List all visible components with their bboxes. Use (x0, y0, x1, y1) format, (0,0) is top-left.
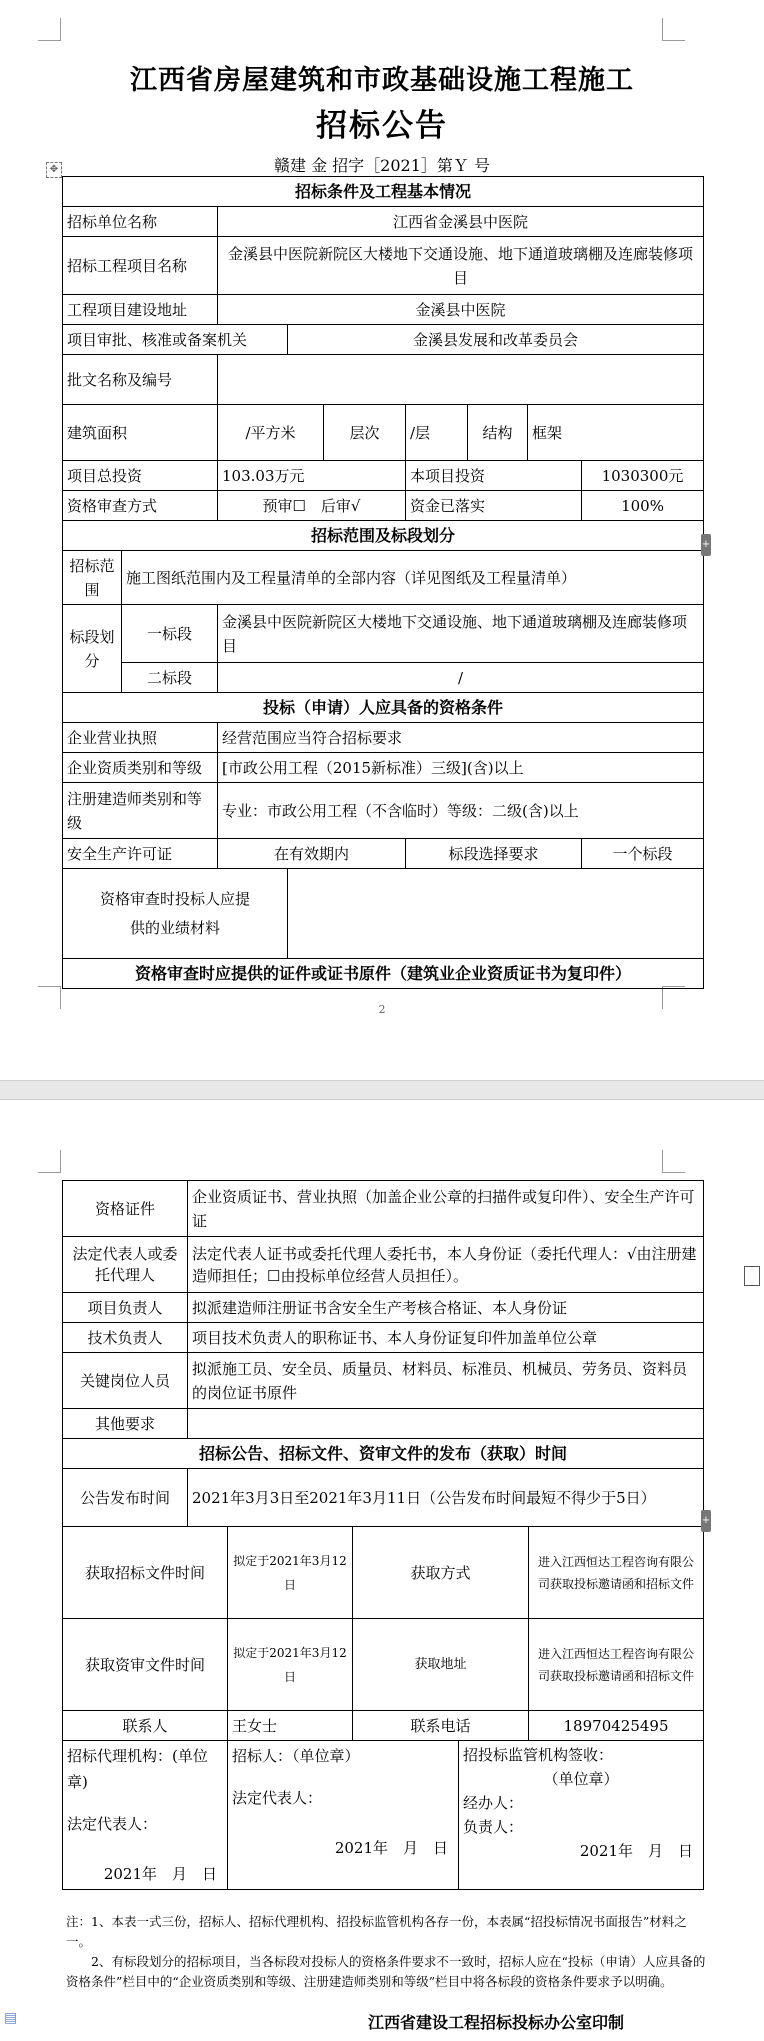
label-cell: 招标工程项目名称 (63, 237, 218, 295)
this-value: 1030300元 (582, 461, 704, 491)
tenderer-sign-cell (228, 1741, 459, 1890)
note-1: 注：1、本表一式三份，招标人、招标代理机构、招投标监管机构各存一份，本表属“招投标情况书面报告”材料之一。 (66, 1914, 687, 1949)
label-cell: 结构 (468, 405, 528, 461)
tenderer-value: 江西省金溪县中医院 (218, 207, 704, 237)
label-cell: 资格审查时投标人应提供的业绩材料 (63, 869, 288, 959)
getpre-value: 拟定于2021年3月12日 (228, 1619, 353, 1711)
lot2-value: / (218, 663, 704, 693)
label-cell: 联系电话 (353, 1711, 529, 1741)
tech-value: 项目技术负责人的职称证书、本人身份证复印件加盖单位公章 (188, 1323, 704, 1353)
label-cell: 安全生产许可证 (63, 839, 218, 869)
corner-mark (662, 1150, 685, 1173)
agency-date: 2021年 月 日 (103, 1865, 217, 1883)
notice-table-page1 (62, 176, 704, 989)
pm-value: 拟派建造师注册证书含安全生产考核合格证、本人身份证 (188, 1293, 704, 1323)
table-move-handle-icon[interactable]: ✥ (46, 162, 62, 178)
safety-value: 在有效期内 (218, 839, 406, 869)
doc-value (218, 355, 704, 405)
lot2-label: 二标段 (122, 663, 218, 693)
document-icon: ▤ (4, 2010, 18, 2026)
expand-handle-icon[interactable]: + (701, 534, 711, 556)
corner-mark (662, 18, 685, 41)
document-title-line2: 招标公告 (316, 108, 448, 144)
margin-box-icon (744, 1266, 760, 1286)
supervisor-responsible: 负责人： (463, 1818, 524, 1836)
area-value: /平方米 (218, 405, 324, 461)
section-header: 招标条件及工程基本情况 (63, 177, 704, 207)
label-cell: 标段划分 (63, 605, 122, 693)
expand-handle-icon[interactable]: + (701, 1510, 711, 1532)
supervisor-date: 2021年 月 日 (579, 1842, 694, 1860)
label-cell: 获取地址 (353, 1619, 529, 1711)
cert-value: 企业资质证书、营业执照（加盖企业公章的扫描件或复印件）、安全生产许可证 (188, 1181, 704, 1237)
agency-seal-label: 招标代理机构：(单位章) (67, 1747, 208, 1791)
label-cell: 企业资质类别和等级 (63, 753, 218, 783)
corner-mark (38, 18, 61, 41)
legal-value: 法定代表人证书或委托代理人委托书，本人身份证（委托代理人：√由注册建造师担任；☐由投标单位经营人员担任）。 (188, 1237, 704, 1293)
label-cell: 获取方式 (353, 1527, 529, 1619)
label-cell: 资格证件 (63, 1181, 188, 1237)
label-cell: 层次 (324, 405, 406, 461)
section-header: 投标（申请）人应具备的资格条件 (63, 693, 704, 723)
notice-table-page2 (62, 1180, 704, 1890)
structure-value: 框架 (528, 405, 704, 461)
note-2: 2、有标段划分的招标项目，当各标段对投标人的资格条件要求不一致时，招标人应在“投标（申请）人应具备的资格条件”栏目中的“企业资质类别和等级、注册建造师类别和等级”栏目中将各标段的资格条件要求予以明确。 (66, 1954, 706, 1989)
key-value: 拟派施工员、安全员、质量员、材料员、标准员、机械员、劳务员、资料员的岗位证书原件 (188, 1353, 704, 1409)
tenderer-date: 2021年 月 日 (334, 1839, 448, 1857)
page-gap (0, 1080, 764, 1100)
label-cell: 本项目投资 (406, 461, 582, 491)
scope-value: 施工图纸范围内及工程量清单的全部内容（详见图纸及工程量清单） (122, 551, 704, 605)
label-cell: 企业营业执照 (63, 723, 218, 753)
label-cell: 联系人 (63, 1711, 228, 1741)
label-cell: 资金已落实 (406, 491, 582, 521)
tenderer-rep-label: 法定代表人： (232, 1789, 323, 1807)
document-number: 赣建 金 招字［2021］第Ｙ 号 (274, 156, 490, 175)
license-value: 经营范围应当符合招标要求 (218, 723, 704, 753)
perf-value (288, 869, 704, 959)
supervisor-seal: （单位章） (543, 1770, 619, 1788)
approval-value: 金溪县发展和改革委员会 (288, 325, 704, 355)
contact-value: 王女士 (228, 1711, 353, 1741)
label-cell: 建筑面积 (63, 405, 218, 461)
floors-value: /层 (406, 405, 468, 461)
project-value: 金溪县中医院新院区大楼地下交通设施、地下通道玻璃棚及连廊装修项目 (218, 237, 704, 295)
fund-value: 100% (582, 491, 704, 521)
lot1-label: 一标段 (122, 605, 218, 663)
method-value: 进入江西恒达工程咨询有限公司获取投标邀请函和招标文件 (529, 1527, 704, 1619)
label-cell: 其他要求 (63, 1409, 188, 1439)
label-cell: 技术负责人 (63, 1323, 188, 1353)
supervisor-sign-cell (459, 1741, 704, 1890)
label-cell: 招标范围 (63, 551, 122, 605)
lotsel-value: 一个标段 (582, 839, 704, 869)
label-cell: 批文名称及编号 (63, 355, 218, 405)
label-cell: 获取资审文件时间 (63, 1619, 228, 1711)
label-cell: 注册建造师类别和等级 (63, 783, 218, 839)
publish-value: 2021年3月3日至2021年3月11日（公告发布时间最短不得少于5日） (188, 1469, 704, 1527)
lot1-value: 金溪县中医院新院区大楼地下交通设施、地下通道玻璃棚及连廊装修项目 (218, 605, 704, 663)
label-cell: 公告发布时间 (63, 1469, 188, 1527)
section-header: 招标范围及标段划分 (63, 521, 704, 551)
section-footer: 资格审查时应提供的证件或证书原件（建筑业企业资质证书为复印件） (63, 959, 704, 989)
other-value (188, 1409, 704, 1439)
phone-value: 18970425495 (529, 1711, 704, 1741)
section-header: 招标公告、招标文件、资审文件的发布（获取）时间 (63, 1439, 704, 1469)
label-cell: 资格审查方式 (63, 491, 218, 521)
qual-value: [市政公用工程（2015新标准）三级](含)以上 (218, 753, 704, 783)
agency-rep-label: 法定代表人： (67, 1815, 158, 1833)
label-cell: 项目审批、核准或备案机关 (63, 325, 288, 355)
label-cell: 关键岗位人员 (63, 1353, 188, 1409)
document-title-line1: 江西省房屋建筑和市政基础设施工程施工 (130, 65, 634, 96)
addr-value: 进入江西恒达工程咨询有限公司获取投标邀请函和招标文件 (529, 1619, 704, 1711)
builder-value: 专业：市政公用工程（不含临时）等级：二级(含)以上 (218, 783, 704, 839)
site-value: 金溪县中医院 (218, 295, 704, 325)
corner-mark (38, 1150, 61, 1173)
label-cell: 招标单位名称 (63, 207, 218, 237)
review-value: 预审☐ 后审√ (218, 491, 406, 521)
label-cell: 项目负责人 (63, 1293, 188, 1323)
total-value: 103.03万元 (218, 461, 406, 491)
label-cell: 获取招标文件时间 (63, 1527, 228, 1619)
tenderer-seal-label: 招标人：（单位章） (232, 1747, 360, 1765)
page-number: 2 (378, 1003, 386, 1016)
label-cell: 标段选择要求 (406, 839, 582, 869)
label-cell: 工程项目建设地址 (63, 295, 218, 325)
label-cell: 项目总投资 (63, 461, 218, 491)
getdoc-value: 拟定于2021年3月12日 (228, 1527, 353, 1619)
supervisor-label: 招投标监管机构签收： (463, 1746, 614, 1764)
agency-sign-cell (63, 1741, 228, 1890)
supervisor-handler: 经办人： (463, 1794, 524, 1812)
printed-by: 江西省建设工程招标投标办公室印制 (368, 2013, 625, 2032)
label-cell: 法定代表人或委托代理人 (63, 1237, 188, 1293)
